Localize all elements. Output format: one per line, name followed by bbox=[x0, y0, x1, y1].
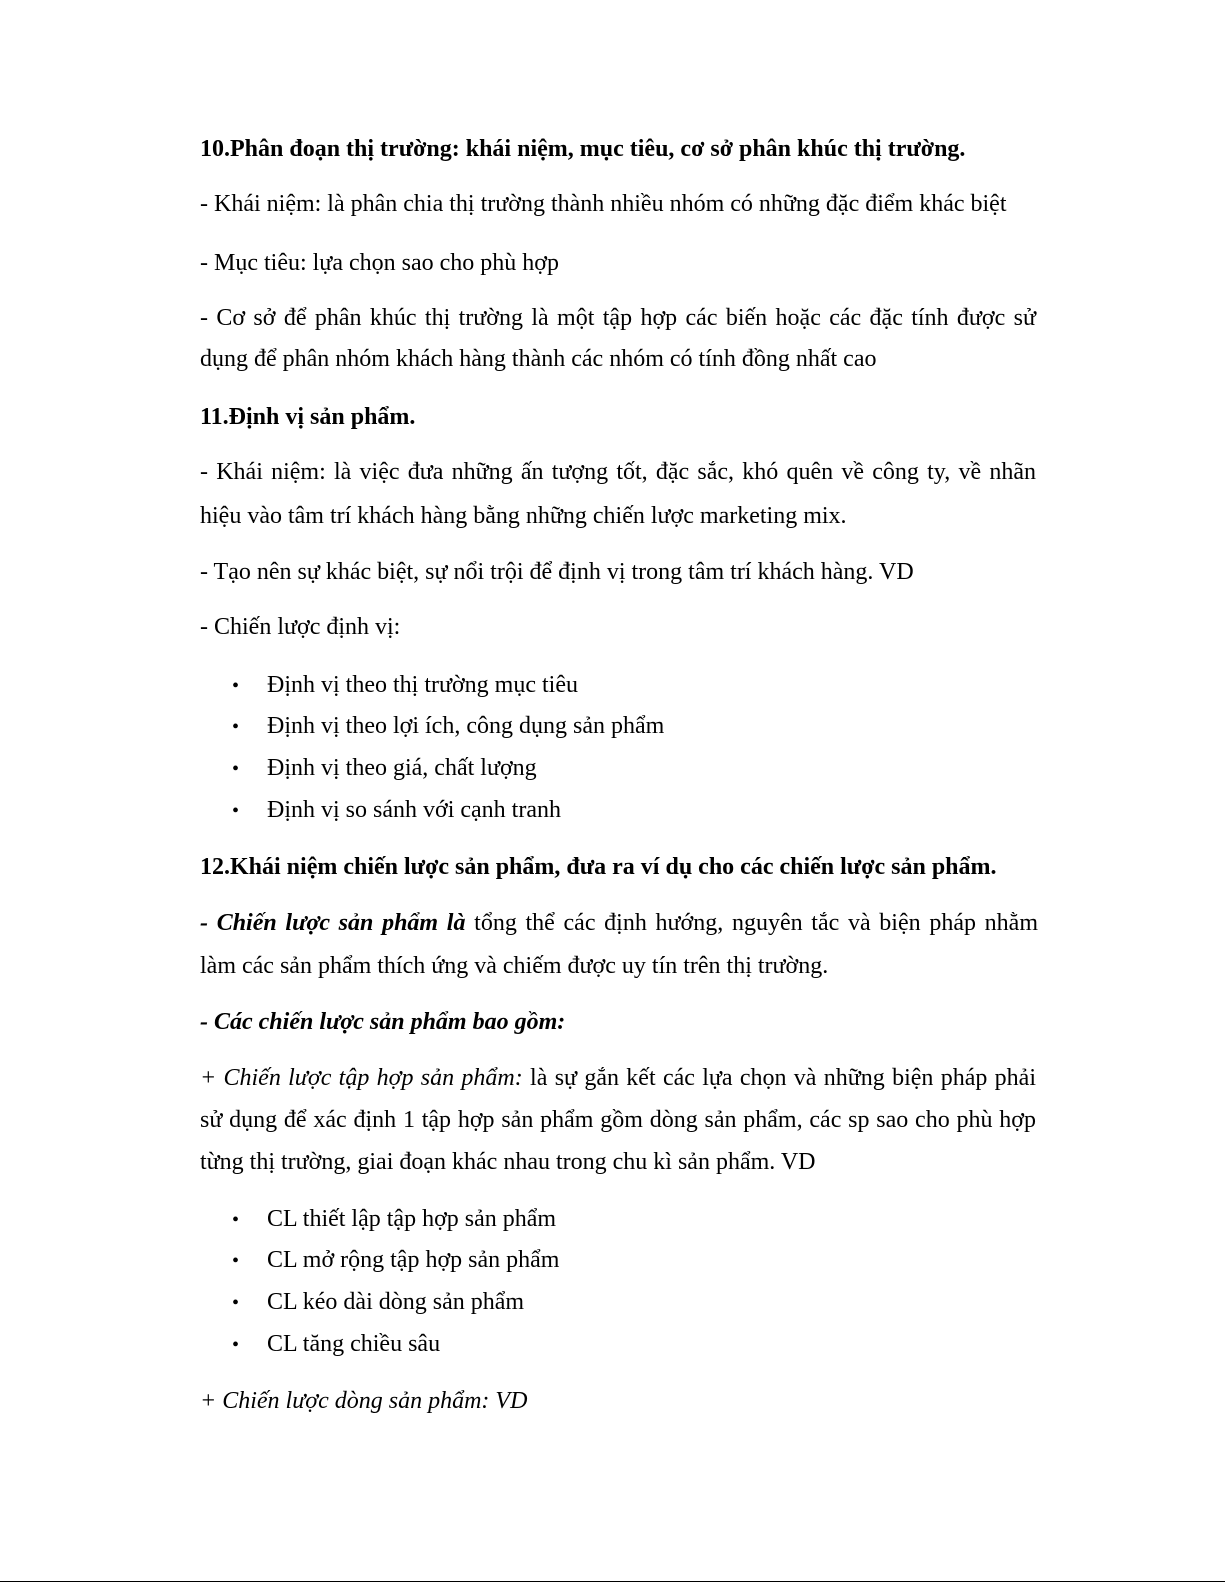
bullet-icon: • bbox=[232, 675, 240, 697]
section-12-set-strategy-line-1 bbox=[200, 1063, 1036, 1093]
bullet-icon: • bbox=[232, 1334, 240, 1356]
list-item-text: CL tăng chiều sâu bbox=[267, 1331, 441, 1357]
section-10-basis-line-2: dụng để phân nhóm khách hàng thành các nhóm có tính đồng nhất cao bbox=[200, 346, 877, 372]
list-item-text: Định vị theo giá, chất lượng bbox=[267, 755, 537, 781]
list-item bbox=[232, 795, 561, 826]
list-item-text: CL kéo dài dòng sản phẩm bbox=[267, 1289, 525, 1315]
section-11-differentiation: - Tạo nên sự khác biệt, sự nổi trội để định vị trong tâm trí khách hàng. VD bbox=[200, 559, 914, 585]
section-10-heading: 10.Phân đoạn thị trường: khái niệm, mục tiêu, cơ sở phân khúc thị trường. bbox=[200, 136, 966, 162]
list-item bbox=[232, 753, 537, 784]
list-item bbox=[232, 1245, 559, 1276]
section-12-heading: 12.Khái niệm chiến lược sản phẩm, đưa ra ví dụ cho các chiến lược sản phẩm. bbox=[200, 854, 997, 880]
bullet-icon: • bbox=[232, 800, 240, 822]
section-12-line-strategy: + Chiến lược dòng sản phẩm: VD bbox=[200, 1388, 528, 1414]
section-12-set-strategy-rest: là sự gắn kết các lựa chọn và những biện pháp phải bbox=[522, 1065, 1036, 1091]
list-item bbox=[232, 1329, 440, 1360]
list-item-text: CL thiết lập tập hợp sản phẩm bbox=[267, 1206, 557, 1232]
section-12-set-strategy-line-3: từng thị trường, giai đoạn khác nhau trong chu kì sản phẩm. VD bbox=[200, 1149, 816, 1175]
bullet-icon: • bbox=[232, 716, 240, 738]
list-item bbox=[232, 670, 578, 701]
list-item bbox=[232, 1204, 556, 1235]
section-12-list-heading: - Các chiến lược sản phẩm bao gồm: bbox=[200, 1009, 566, 1035]
section-10-concept: - Khái niệm: là phân chia thị trường thành nhiều nhóm có những đặc điểm khác biệt bbox=[200, 191, 1007, 217]
bullet-icon: • bbox=[232, 1209, 240, 1231]
list-item-text: Định vị theo lợi ích, công dụng sản phẩm bbox=[267, 713, 665, 739]
section-11-concept-line-1: - Khái niệm: là việc đưa những ấn tượng tốt, đặc sắc, khó quên về công ty, về nhãn bbox=[200, 459, 1036, 485]
list-item-text: CL mở rộng tập hợp sản phẩm bbox=[267, 1247, 560, 1273]
section-11-strategy-label: - Chiến lược định vị: bbox=[200, 614, 401, 640]
section-10-basis-line-1: - Cơ sở để phân khúc thị trường là một tập hợp các biến hoặc các đặc tính được sử bbox=[200, 305, 1036, 331]
list-item-text: Định vị theo thị trường mục tiêu bbox=[267, 672, 578, 698]
bullet-icon: • bbox=[232, 758, 240, 780]
section-10-goal: - Mục tiêu: lựa chọn sao cho phù hợp bbox=[200, 250, 559, 276]
section-11-concept-line-2: hiệu vào tâm trí khách hàng bằng những chiến lược marketing mix. bbox=[200, 503, 847, 529]
section-12-definition-line-2: làm các sản phẩm thích ứng và chiếm được uy tín trên thị trường. bbox=[200, 953, 829, 979]
section-12-set-strategy-lead: + Chiến lược tập hợp sản phẩm: bbox=[200, 1065, 523, 1091]
section-12-definition-rest: tổng thể các định hướng, nguyên tắc và biện pháp nhằm bbox=[465, 910, 1038, 936]
section-12-set-strategy-line-2: sử dụng để xác định 1 tập hợp sản phẩm gồm dòng sản phẩm, các sp sao cho phù hợp bbox=[200, 1107, 1036, 1133]
section-12-definition-line-1 bbox=[200, 908, 1038, 938]
list-item-text: Định vị so sánh với cạnh tranh bbox=[267, 797, 561, 823]
bullet-icon: • bbox=[232, 1250, 240, 1272]
list-item bbox=[232, 1287, 524, 1318]
page-divider bbox=[0, 1581, 1225, 1582]
section-11-heading: 11.Định vị sản phẩm. bbox=[200, 404, 416, 430]
section-12-definition-lead: - Chiến lược sản phẩm là bbox=[200, 910, 466, 936]
list-item bbox=[232, 711, 664, 742]
bullet-icon: • bbox=[232, 1292, 240, 1314]
